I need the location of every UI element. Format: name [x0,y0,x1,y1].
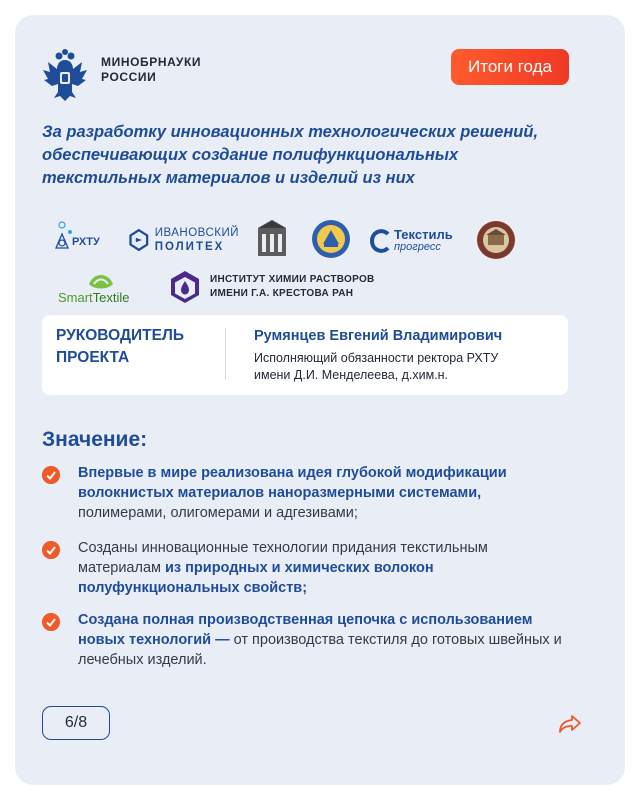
rhtu-label: РХТУ [72,236,100,248]
ivanovo-politech-logo [129,222,239,258]
significance-2-bold: из природных и химических волокон полуфункциональных свойств; [78,560,434,596]
significance-text-2 [78,538,568,598]
ministry-line-1: МИНОБРНАУКИ [101,55,202,69]
significance-1-rest: полимерами, олигомерами и адгезивами; [78,505,358,521]
leader-label-line-1: РУКОВОДИТЕЛЬ [56,327,184,344]
leader-name: Румянцев Евгений Владимирович [254,328,503,344]
significance-1-bold: Впервые в мире реализована идея глубокой модификации волокнистых материалов наноразмерными системами, [78,465,507,501]
academy-seal-icon [310,218,352,260]
leader-label [56,325,216,369]
significance-3-bold: Создана полная производственная цепочка с использованием новых технологий — [78,612,533,648]
significance-text-1 [78,463,568,523]
tekstil-line-1: Текстиль [394,227,453,242]
university-crest-icon [255,218,289,260]
significance-text-3 [78,610,568,670]
title-line-2: обеспечивающих создание полифункциональных [42,146,459,164]
institute-line-2: ИМЕНИ Г.А. КРЕСТОВА РАН [210,288,354,299]
significance-title: Значение: [42,428,148,451]
project-leader-card [42,315,568,395]
politech-line-1: ИВАНОВСКИЙ [154,227,239,239]
ministry-line-2: РОССИИ [101,70,157,84]
check-icon [42,541,60,559]
year-results-badge: Итоги года [451,49,569,85]
institute-round-seal-icon [475,219,517,261]
page-counter: 6/8 [42,706,110,740]
smart-textile-logo [58,270,148,308]
tekstil-progress-logo [370,224,460,258]
check-icon [42,466,60,484]
politech-emblem-icon [129,225,149,255]
leader-position-line-2: имени Д.И. Менделеева, д.хим.н. [254,368,449,382]
eagle-emblem-icon [40,48,90,102]
rhtu-logo [52,218,112,258]
check-icon [42,613,60,631]
leader-label-line-2: ПРОЕКТА [56,349,130,366]
title-line-3: текстильных материалов и изделий из них [42,169,415,187]
significance-3-rest: от производства текстиля до готовых швейных и лечебных изделий. [78,632,562,668]
smart-word: Smart [58,290,93,305]
page-title [42,121,582,190]
solution-chemistry-institute-logo [168,268,388,306]
institute-hexagon-icon [168,269,202,305]
title-line-1: За разработку инновационных технологических решений, [42,123,539,141]
textile-word: Textile [92,290,130,305]
ministry-name [101,55,201,85]
leader-divider [225,328,226,380]
share-icon[interactable] [558,714,582,734]
leaf-knot-icon [86,270,116,290]
tekstil-swirl-icon [370,228,392,254]
institute-line-1: ИНСТИТУТ ХИМИИ РАСТВОРОВ [210,274,375,285]
leader-position-line-1: Исполняющий обязанности ректора РХТУ [254,351,499,365]
leader-position [254,350,554,384]
politech-line-2: ПОЛИТЕХ [154,241,225,253]
tekstil-line-2: прогресс [394,241,441,253]
significance-2-pre: Созданы инновационные технологии придания текстильным материалам [78,540,488,576]
